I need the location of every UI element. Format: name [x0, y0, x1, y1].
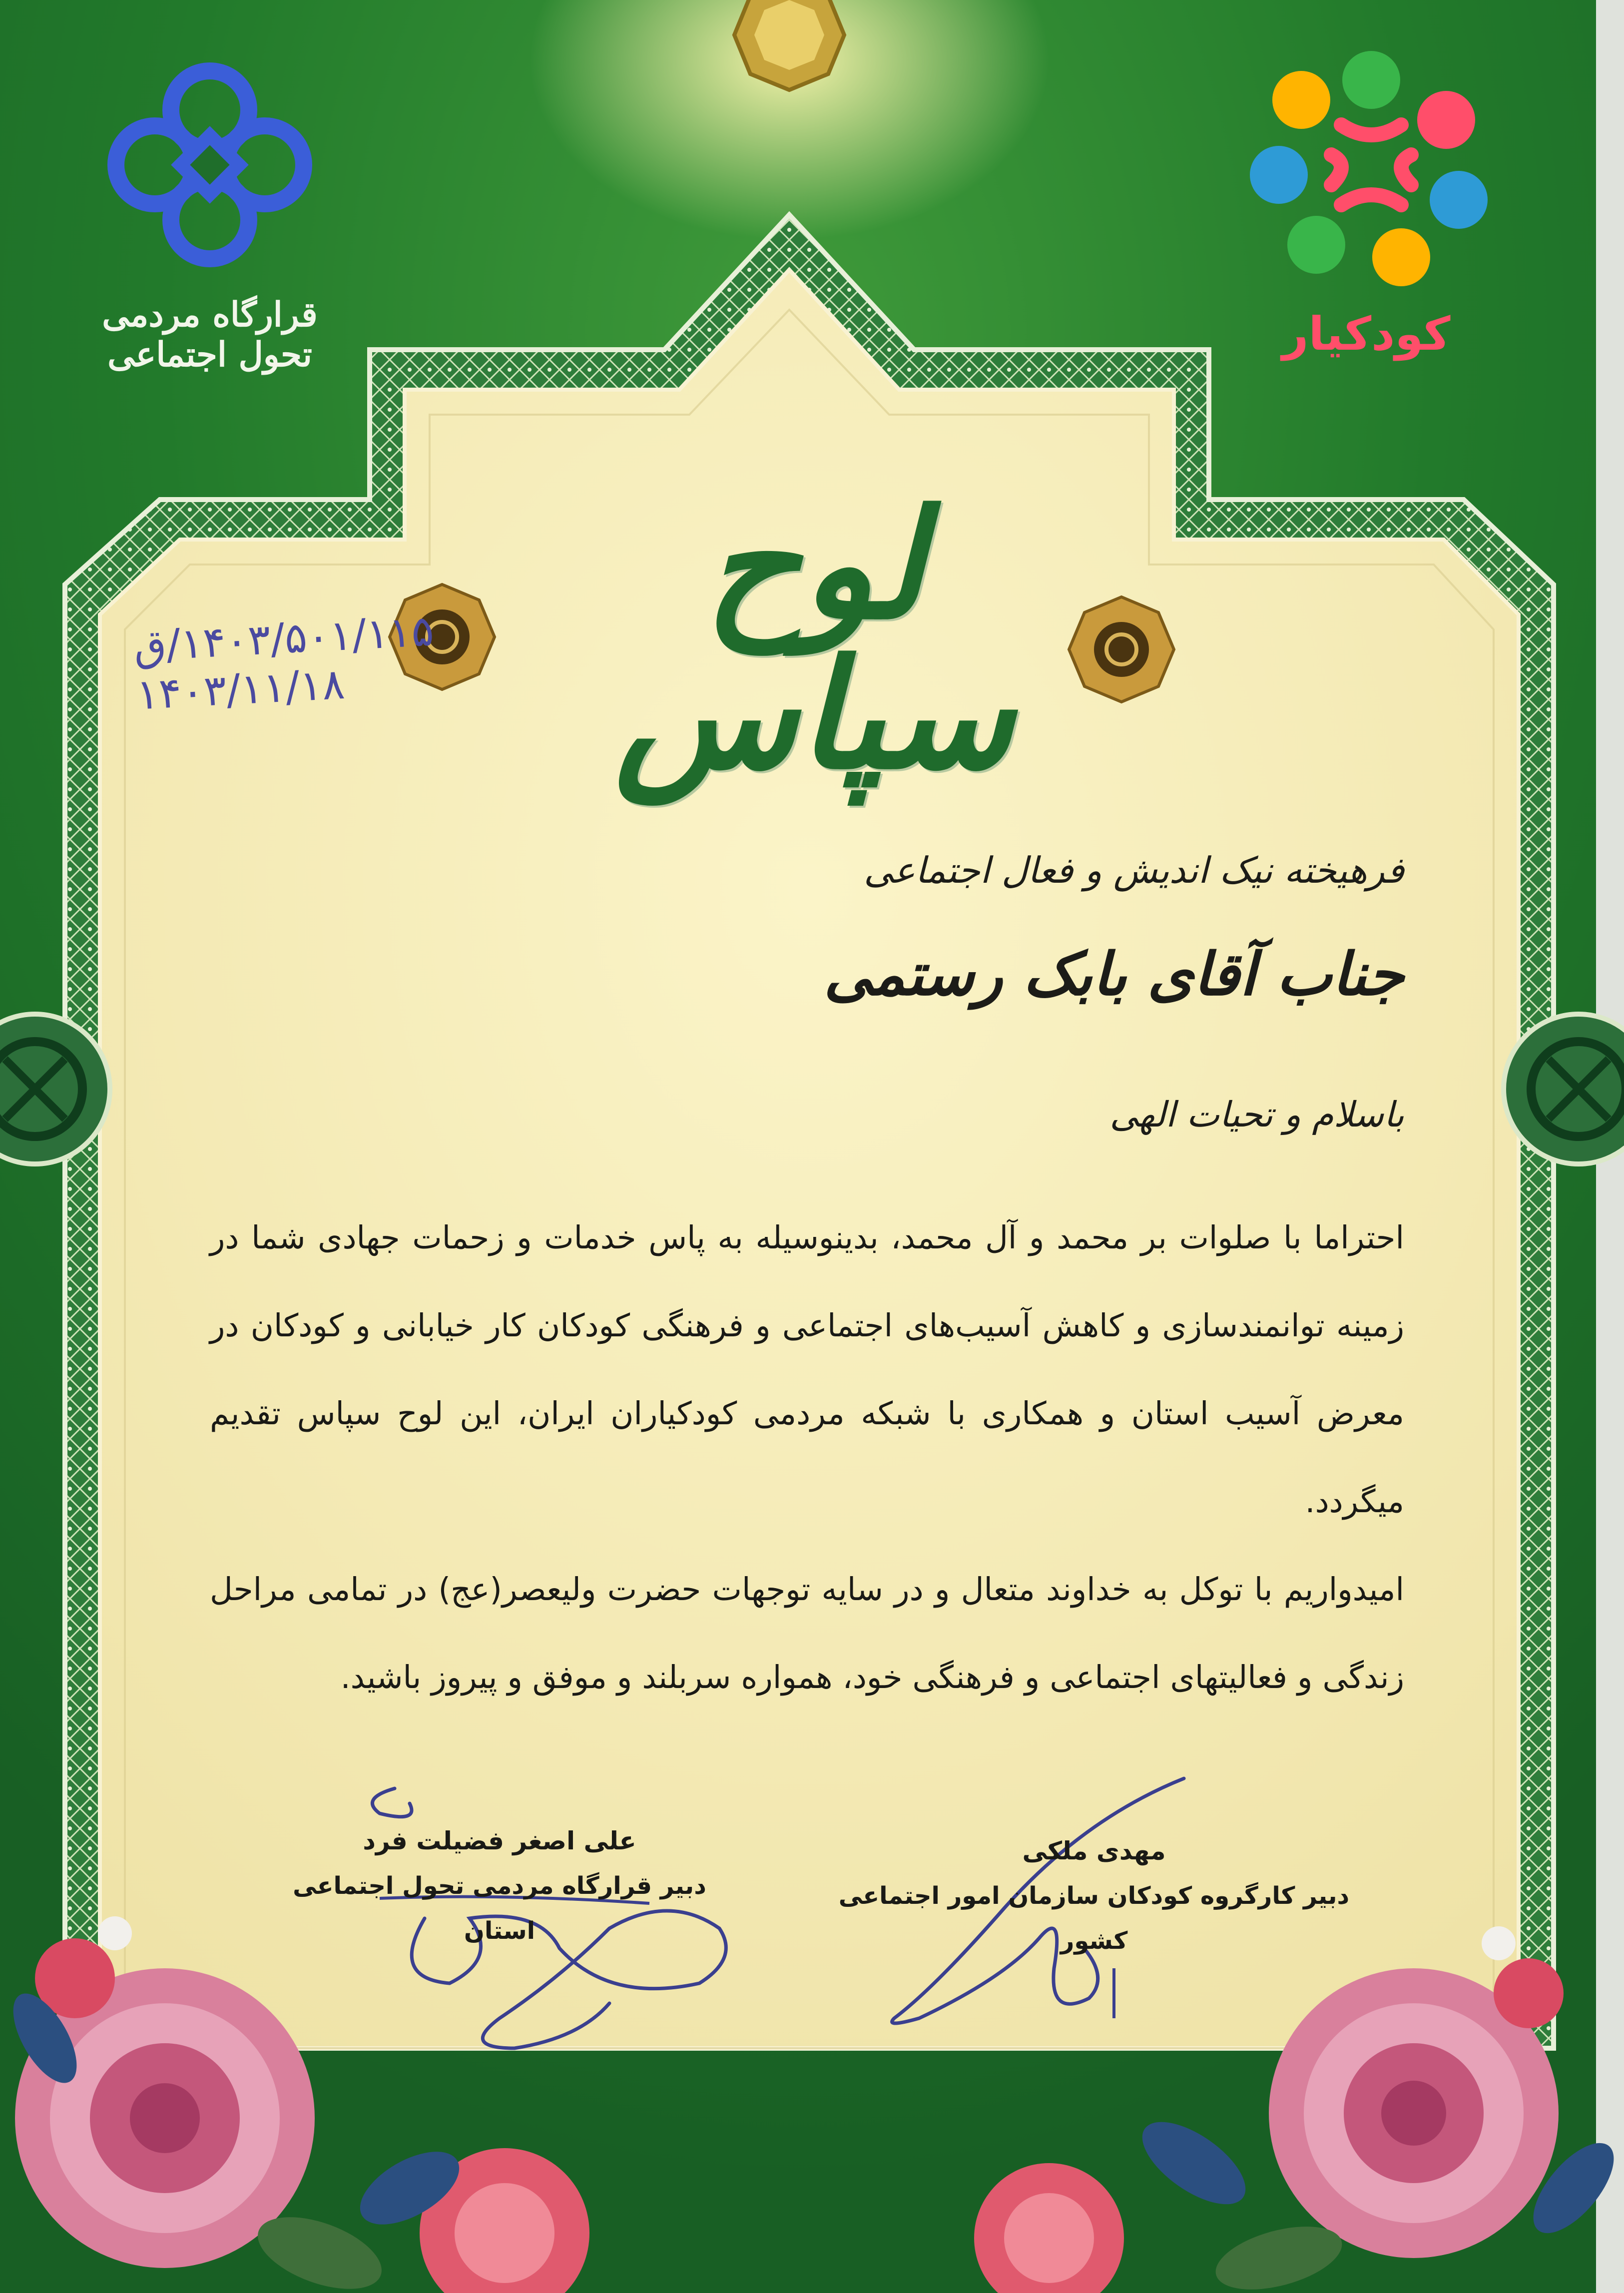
- right-side-medallion-icon: [1504, 1014, 1624, 1164]
- body-paragraph-2: امیدواریم با توکل به خداوند متعال و در سایه توجهات حضرت ولیعصر(عج) در تمامی مراحل زندگی و فعالیتهای اجتماعی و فرهنگی خود، همواره سربلند و موفق و پیروز باشید.: [210, 1571, 1404, 1696]
- signatory-left-name: علی اصغر فضیلت فرد: [363, 1826, 636, 1855]
- certificate-body: [210, 1194, 1404, 1721]
- recipient-epithet: فرهیخته نیک اندیش و فعال اجتماعی: [864, 849, 1404, 891]
- signatory-right-name: مهدی ملکی: [1022, 1836, 1166, 1865]
- handwritten-reference: [132, 606, 438, 718]
- certificate-title: لوح سپاس: [614, 476, 1014, 802]
- signatory-right: [819, 1828, 1369, 1963]
- signatory-right-role: دبیر کارگروه کودکان سازمان امور اجتماعی کشور: [838, 1882, 1350, 1955]
- signatory-left-role: دبیر قرارگاه مردمی تحول اجتماعی استان: [293, 1872, 706, 1945]
- signatory-left: [260, 1818, 739, 1953]
- greeting: باسلام و تحیات الهی: [1109, 1094, 1404, 1135]
- recipient-name: جناب آقای بابک رستمی: [824, 939, 1404, 1009]
- org-logo-name: قرارگاه مردمی تحول اجتماعی: [102, 295, 318, 375]
- kodakyar-logo-name: کودکیار: [1282, 307, 1451, 361]
- reference-date: ۱۴۰۳/۱۱/۱۸: [135, 659, 346, 719]
- body-paragraph-1: احتراما با صلوات بر محمد و آل محمد، بدینوسیله به پاس خدمات و زحمات جهادی شما در زمینه توانمندسازی و کاهش آسیب‌های اجتماعی و فرهنگی کودکان کار خیابانی و کودکان در معرض آسیب استان و همکاری با شبکه مردمی کودکیاران ایران، این لوح سپاس تقدیم میگردد.: [210, 1219, 1404, 1520]
- reference-number: ۱۴۰۳/۵۰۱/۱۱۵/ق: [132, 606, 435, 671]
